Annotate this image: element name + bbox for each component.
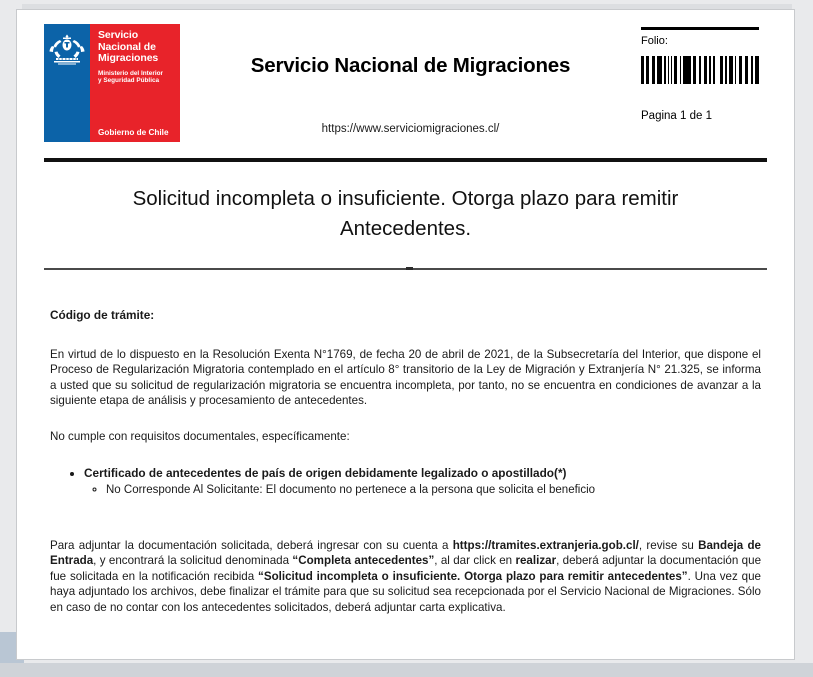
header-center xyxy=(180,24,641,135)
requirement-detail-item: ◦ No Corresponde Al Solicitante: El documento no pertenece a la persona que solicita el beneficio xyxy=(106,482,761,498)
background-chrome-bottom xyxy=(0,663,813,677)
logo-subtitle-line2: y Seguridad Pública xyxy=(98,77,160,85)
institutional-logo xyxy=(44,24,180,142)
page-count-label: Pagina 1 de 1 xyxy=(641,110,712,122)
organization-title: Servicio Nacional de Migraciones xyxy=(250,54,571,77)
emphasis-text: Bandeja de Entrada xyxy=(50,538,761,568)
logo-government-label: Gobierno de Chile xyxy=(98,128,169,137)
requirement-item xyxy=(84,465,761,498)
document-title: Solicitud incompleta o insuficiente. Otorga plazo para remitir Antecedentes. xyxy=(132,187,679,240)
document-page xyxy=(16,9,795,660)
header-right xyxy=(641,24,767,122)
emphasis-text: “Completa antecedentes” xyxy=(292,554,435,568)
folio-label: Folio: xyxy=(641,35,668,47)
barcode-icon xyxy=(641,56,759,84)
logo-blue-panel xyxy=(44,24,90,142)
barcode-bar xyxy=(683,56,691,84)
requirement-detail-list xyxy=(84,482,761,498)
paragraph-requirements-intro: No cumple con requisitos documentales, específicamente: xyxy=(50,429,350,443)
chile-coat-of-arms-icon xyxy=(48,33,86,67)
requirement-title: Certificado de antecedentes de país de origen debidamente legalizado o apostillado(*) xyxy=(84,465,567,480)
emphasis-text: “Solicitud incompleta o insuficiente. Otorga plazo para remitir antecedentes” xyxy=(258,569,688,583)
document-body xyxy=(44,270,767,616)
logo-subtitle xyxy=(98,70,173,85)
logo-subtitle-line1: Ministerio del Interior xyxy=(98,69,163,77)
paragraph-legal-basis: En virtud de lo dispuesto en la Resolución Exenta N°1769, de fecha 20 de abril de 2021, de la Subsecretaría del Interior, que dispone el Proceso de Regularización Migratoria contemplado en el artículo 8° transitorio de la Ley de Migración y Extranjería N° 21.325, se informa a usted que su solicitud de regularización migratoria se encuentra incompleta, por tanto, no se encuentra en condiciones de avanzar a la siguiente etapa de análisis y procesamiento de antecedentes. xyxy=(50,347,761,408)
tramite-code-label: Código de trámite: xyxy=(50,308,155,322)
folio-divider xyxy=(641,27,759,30)
document-header xyxy=(44,24,767,152)
list-spacer xyxy=(50,498,761,538)
logo-title xyxy=(98,30,173,65)
paragraph-instructions: Para adjuntar la documentación solicitada, deberá ingresar con su cuenta a https://tramites.extranjeria.gob.cl/, revise su Bandeja de Entrada, y encontrará la solicitud denominada “Completa antecedentes”, al dar click en realizar, deberá adjuntar la documentación que fue solicitada en la notificación recibida “Solicitud incompleta o insuficiente. Otorga plazo para remitir antecedentes”. Una vez que haya adjuntado los archivos, debe finalizar el trámite para que su solicitud sea recepcionada por el Servicio Nacional de Migraciones. Sólo en caso de no contar con los antecedentes solicitados, deberá adjuntar carta explicativa. xyxy=(50,538,762,614)
emphasis-text: https://tramites.extranjeria.gob.cl/ xyxy=(452,538,639,552)
emphasis-text: realizar xyxy=(515,554,557,568)
logo-red-panel xyxy=(90,24,180,142)
barcode-bar xyxy=(755,56,758,84)
organization-url[interactable]: https://www.serviciomigraciones.cl/ xyxy=(321,123,500,135)
logo-title-line3: Migraciones xyxy=(98,52,159,65)
requirements-list xyxy=(50,465,761,498)
logo-title-line2: Nacional de xyxy=(98,40,156,53)
title-divider-thin xyxy=(44,268,767,270)
logo-title-line1: Servicio xyxy=(98,29,139,41)
